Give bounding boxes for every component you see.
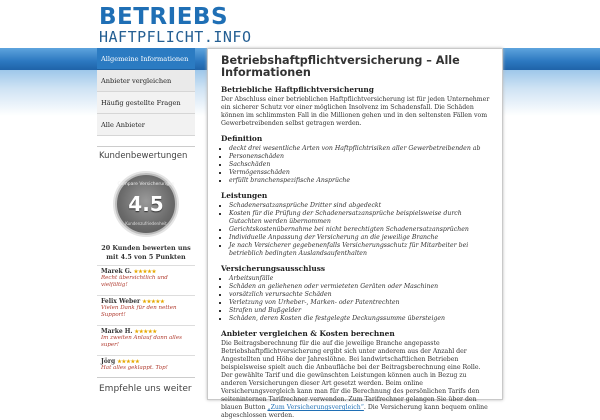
leistungen-list xyxy=(229,202,492,258)
section-heading-leistungen: Leistungen xyxy=(221,191,268,200)
list-item: ▪ erfüllt branchenspezifische Ansprüche xyxy=(229,177,492,185)
comparison-link[interactable]: „Zum Versicherungsvergleich“ xyxy=(267,404,364,411)
site-header xyxy=(0,0,600,46)
vergleich-paragraph xyxy=(221,340,492,420)
seal-ring-text: Compare Versicherungen xyxy=(117,182,175,187)
list-item: ▪ Vermögensschäden xyxy=(229,169,492,177)
list-item: ▪ Personenschäden xyxy=(229,153,492,161)
list-item: ▪ Arbeitsunfälle xyxy=(229,275,492,283)
seal-label: Kundenzufriedenheit xyxy=(125,221,167,226)
review-item xyxy=(97,295,195,322)
review-text: Im zweiten Anlauf dann alles super! xyxy=(101,335,182,348)
review-text: Vielen Dank für den netten Support! xyxy=(101,305,177,318)
definition-list xyxy=(229,145,492,185)
rating-seal xyxy=(115,173,177,235)
star-rating-icon: ★★★★★ xyxy=(117,359,140,365)
seal-score: 4.5 xyxy=(128,192,164,216)
section-heading-intro: Betriebliche Haftpflichtversicherung xyxy=(221,85,374,94)
list-item: ▪ Gerichtskostenübernahme bei nicht berechtigten Schadenersatzansprüchen xyxy=(229,226,492,234)
star-rating-icon: ★★★★★ xyxy=(134,329,157,335)
nav-item-allgemeine-informationen[interactable]: Allgemeine Informationen xyxy=(97,48,195,70)
section-heading-vergleich: Anbieter vergleichen & Kosten berechnen xyxy=(221,329,395,338)
list-item: ▪ Individuelle Anpassung der Versicherung an die jeweilige Branche xyxy=(229,234,492,242)
reviews-title: Kundenbewertungen xyxy=(99,151,188,161)
ausschluss-list xyxy=(229,275,492,323)
list-item: ▪ Strafen und Bußgelder xyxy=(229,307,492,315)
star-rating-icon: ★★★★★ xyxy=(142,299,165,305)
list-item: ▪ vorsätzlich verursachte Schäden xyxy=(229,291,492,299)
list-item: ▪ Schäden an geliehenen oder vermieteten Geräten oder Maschinen xyxy=(229,283,492,291)
recommend-widget-title: Empfehle uns weiter xyxy=(97,377,195,394)
page-title: Betriebshaftpflichtversicherung – Alle Informationen xyxy=(221,54,460,79)
list-item: ▪ Je nach Versicherer gegebenenfalls Versicherungsschutz für Mitarbeiter bei betrieblich bedingten Auslandsaufenthalten xyxy=(229,242,492,258)
logo-top-text: BETRIEBS xyxy=(99,4,229,30)
vergleich-text: Die Beitragsberechnung für die auf die jeweilige Branche angepasste Betriebshaftpflichtversicherung ergibt sich unter anderem aus der Anzahl der Angestellten und Höhe der Jahreslöhne. Bei landwirtschaftlichen Betrieben beispielsweise spielt auch die Anbaufläche bei der Beitragsberechnung eine Rolle. Der gewählte Tarif und die gewünschten Leistungen können auch in Bezug zu anderen Versicherungen dieser Art gesetzt werden. Beim online Versicherungsvergleich kann man für die Berechnung des persönlichen Tarifs den seiteninternen Tarifrechner verwenden. Zum Tarifrechner gelangen Sie über den blauen Button xyxy=(221,340,481,411)
intro-paragraph: Der Abschluss einer betrieblichen Haftpflichtversicherung ist für jeden Unternehmer ein sicherer Schutz vor einer möglichen Insolvenz im Schadensfall. Die Schäden können im schlimmsten Fall in die Millionen gehen und in den seltensten Fällen vom Gewerbetreibenden selbst getragen werden. xyxy=(221,96,490,127)
review-author: Marke H. xyxy=(101,328,133,335)
reviews-count: 20 Kunden bewerten uns mit 4.5 von 5 Punkten xyxy=(101,244,191,261)
review-text: Hat alles geklappt. Top! xyxy=(101,365,168,371)
review-text: Recht übersichtlich und vielfältig! xyxy=(101,275,168,288)
list-item: ▪ deckt drei wesentliche Arten von Haftpflichtrisiken aller Gewerbetreibenden ab xyxy=(229,145,492,153)
list-item: ▪ Schadenersatzansprüche Dritter sind abgedeckt xyxy=(229,202,492,210)
section-heading-ausschluss: Versicherungsausschluss xyxy=(221,264,326,273)
review-item xyxy=(97,355,195,375)
reviews-widget xyxy=(97,146,195,375)
nav-item-anbieter-vergleichen[interactable]: Anbieter vergleichen xyxy=(97,70,195,92)
list-item: ▪ Sachschäden xyxy=(229,161,492,169)
list-item: ▪ Kosten für die Prüfung der Schadenersatzansprüche beispielsweise durch Gutachten werden übernommen xyxy=(229,210,492,226)
list-item: ▪ Schäden, deren Kosten die festgelegte Deckungssumme übersteigen xyxy=(229,315,492,323)
vergleich-tail: . Die Versicherung kann bequem online abgeschlossen werden. xyxy=(221,404,488,419)
nav-item-faq[interactable]: Häufig gestellte Fragen xyxy=(97,92,195,114)
list-item: ▪ Verletzung von Urheber-, Marken- oder Patentrechten xyxy=(229,299,492,307)
main-content xyxy=(207,48,503,419)
review-author: Marek G. xyxy=(101,268,132,275)
nav-item-alle-anbieter[interactable]: Alle Anbieter xyxy=(97,114,195,136)
site-logo[interactable] xyxy=(99,6,252,45)
star-rating-icon: ★★★★★ xyxy=(133,269,157,275)
review-author: Felix Weber xyxy=(101,298,141,305)
review-item xyxy=(97,325,195,352)
sidebar-nav xyxy=(97,48,195,136)
review-author: Jörg xyxy=(101,358,116,365)
section-heading-definition: Definition xyxy=(221,134,263,143)
logo-bottom-text: HAFTPFLICHT.INFO xyxy=(99,28,252,46)
review-item xyxy=(97,265,195,292)
